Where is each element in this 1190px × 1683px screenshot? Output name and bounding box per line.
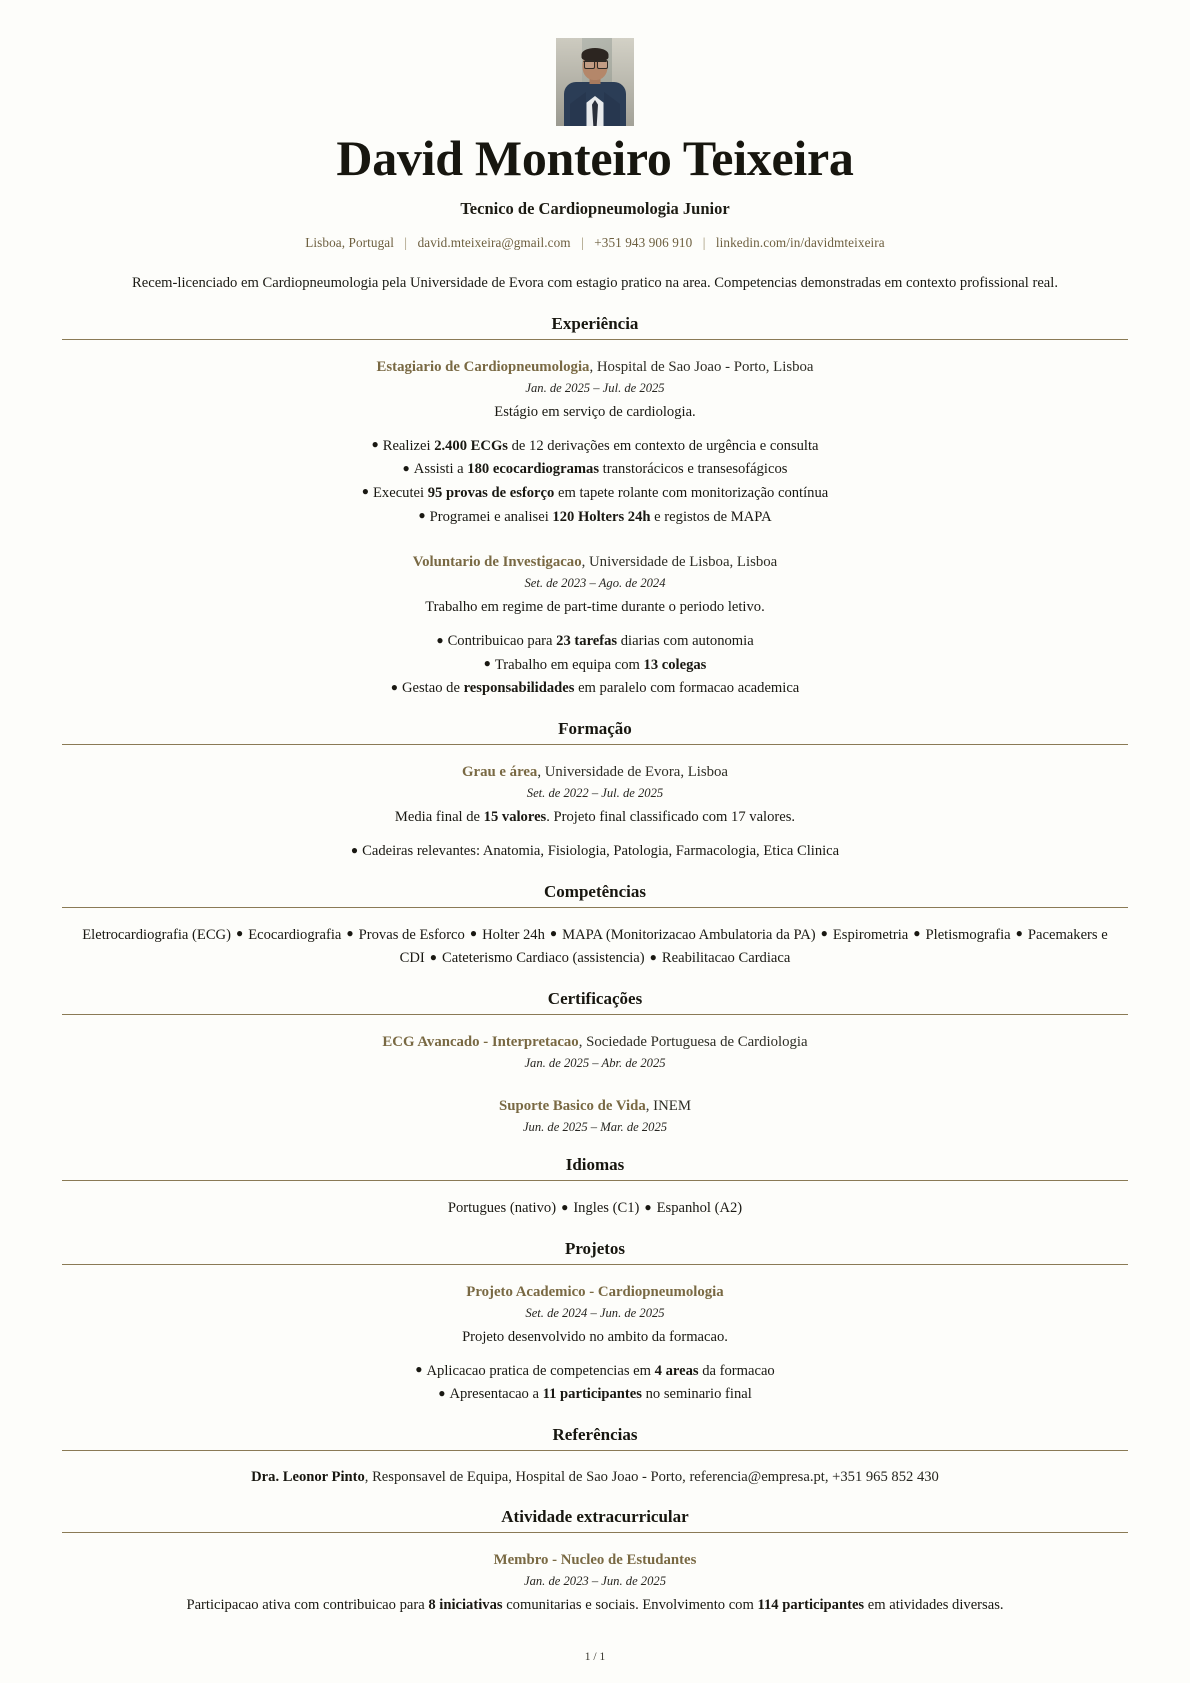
bullet-item [62,630,1128,654]
bullet-dot-icon: ● [415,1362,423,1377]
bullet-bold: 11 participantes [542,1386,642,1403]
desc-pre: Participacao ativa com contribuicao para [186,1596,429,1613]
bullet-pre: Cadeiras relevantes: Anatomia, Fisiologia, Patologia, Farmacologia, Etica Clinica [362,843,840,860]
bullet-item [62,458,1128,482]
bullet-post: de 12 derivações em contexto de urgência e consulta [507,437,819,454]
entry-heading [62,761,1128,783]
bullet-dot-icon: ● [483,656,491,671]
bullet-pre: Executei [373,484,428,501]
section-title-projects: Projetos [564,1238,626,1258]
separator-dot-icon: ● [820,926,828,941]
entry-org: , Hospital de Sao Joao - Porto, Lisboa [589,358,814,375]
entry-role: Estagiario de Cardiopneumologia [376,358,590,375]
extracurricular-entry [62,1549,1128,1617]
separator-dot-icon: ● [644,1199,652,1214]
certification-name: Suporte Basico de Vida [499,1098,646,1115]
entry-org: , Universidade de Lisboa, Lisboa [581,554,778,571]
section-divider [62,1450,1128,1451]
skill-item: Cateterismo Cardiaco (assistencia) [442,950,645,967]
desc-pre: Media final de [394,809,484,826]
separator-dot-icon: ● [469,926,478,941]
bullet-pre: Contribuicao para [447,633,557,650]
education-entry [62,761,1128,864]
desc-mid: comunitarias e sociais. Envolvimento com [502,1596,758,1613]
entry-heading [62,1031,1128,1053]
entry-dates: Jan. de 2025 – Abr. de 2025 [524,1056,666,1071]
page-footer: 1 / 1 [584,1650,606,1663]
bullet-post: da formacao [698,1362,775,1379]
contact-linkedin[interactable]: linkedin.com/in/davidmteixeira [715,234,885,250]
certification-issuer: , INEM [645,1098,691,1115]
bullet-item [62,482,1128,506]
entry-description [62,1595,1128,1617]
separator-dot-icon: ● [429,949,438,964]
section-title-extracurricular: Atividade extracurricular [501,1506,689,1526]
bullet-pre: Gestao de [401,680,464,697]
entry-bullets [62,435,1128,530]
bullet-bold: 120 Holters 24h [552,508,651,525]
activity-name: Membro - Nucleo de Estudantes [493,1551,697,1568]
section-certifications [62,989,1128,1137]
project-entry [62,1281,1128,1407]
bullet-pre: Aplicacao pratica de competencias em [426,1362,655,1379]
bullet-pre: Programei e analisei [429,508,553,525]
bullet-post: e registos de MAPA [650,508,772,525]
contact-phone[interactable]: +351 943 906 910 [594,234,693,250]
language-item: Portugues (nativo) [447,1200,557,1217]
photo-container [62,38,1128,126]
candidate-headline: Tecnico de Cardiopneumologia Junior [460,198,730,218]
desc-bold-2: 114 participantes [757,1596,865,1613]
section-title-languages: Idiomas [565,1155,625,1175]
section-divider [62,907,1128,908]
experience-entry [62,551,1128,701]
bullet-dot-icon: ● [438,1385,446,1400]
entry-bullets [62,630,1128,701]
bullet-post: transtorácicos e transesofágicos [599,461,788,478]
separator-dot-icon: ● [649,949,657,964]
project-name: Projeto Academico - Cardiopneumologia [466,1283,724,1300]
entry-dates: Jun. de 2025 – Mar. de 2025 [522,1120,668,1135]
bullet-dot-icon: ● [361,484,369,499]
bullet-pre: Realizei [382,437,435,454]
bullet-bold: 2.400 ECGs [434,437,508,454]
skill-item: Pletismografia [925,926,1011,943]
bullet-item [62,677,1128,701]
bullet-post: em tapete rolante com monitorização contínua [554,484,829,501]
bullet-bold: 23 tarefas [556,633,618,650]
section-skills [62,882,1128,971]
reference-line [62,1467,1128,1489]
contact-separator: | [404,234,408,250]
reference-detail: , Responsavel de Equipa, Hospital de Sao Joao - Porto, referencia@empresa.pt, +351 965 852 430 [364,1469,939,1486]
contact-separator: | [581,234,584,250]
contact-line [62,235,1128,251]
bullet-dot-icon: ● [436,632,444,647]
desc-post: . Projeto final classificado com 17 valores. [546,809,796,826]
certification-issuer: , Sociedade Portuguesa de Cardiologia [578,1033,808,1050]
section-extracurricular [62,1507,1128,1617]
separator-dot-icon: ● [235,926,244,941]
entry-bullets [62,1360,1128,1407]
bullet-bold: 4 areas [654,1362,699,1379]
language-item: Espanhol (A2) [656,1200,743,1217]
bullet-item [62,1383,1128,1407]
contact-email[interactable]: david.mteixeira@gmail.com [417,234,571,250]
entry-dates: Set. de 2023 – Ago. de 2024 [524,576,666,591]
bullet-item [62,1360,1128,1384]
section-divider [62,1180,1128,1181]
bullet-dot-icon: ● [350,842,359,857]
bullet-bold: responsabilidades [463,680,575,697]
bullet-dot-icon: ● [418,508,426,523]
entry-description [62,807,1128,829]
section-title-skills: Competências [544,881,646,901]
skill-item: Provas de Esforco [358,926,465,943]
entry-heading [62,1095,1128,1117]
candidate-name: David Monteiro Teixeira [336,130,854,186]
section-title-education: Formação [558,719,632,739]
skill-item: Eletrocardiografia (ECG) [82,926,231,943]
skill-item: Ecocardiografia [248,926,342,943]
skill-item: Espirometria [832,926,909,943]
bullet-item [62,435,1128,459]
desc-post: em atividades diversas. [864,1596,1004,1613]
language-item: Ingles (C1) [573,1200,640,1217]
reference-name: Dra. Leonor Pinto [251,1469,365,1486]
entry-description: Trabalho em regime de part-time durante o periodo letivo. [425,599,765,616]
separator-dot-icon: ● [1015,926,1023,941]
certification-entry [62,1095,1128,1137]
bullet-pre: Apresentacao a [449,1386,543,1403]
skill-item: Reabilitacao Cardiaca [661,950,791,967]
portrait-photo [556,38,634,126]
desc-bold-1: 8 iniciativas [428,1596,503,1613]
section-divider [62,1264,1128,1265]
entry-dates: Set. de 2022 – Jul. de 2025 [526,786,664,801]
bullet-post: em paralelo com formacao academica [574,680,800,697]
separator-dot-icon: ● [346,926,354,941]
skill-item: Pacemakers e CDI [399,926,1108,967]
entry-role: Voluntario de Investigacao [412,554,582,571]
entry-institution: , Universidade de Evora, Lisboa [537,764,728,781]
section-divider [62,339,1128,340]
entry-description: Projeto desenvolvido no ambito da formacao. [462,1328,728,1345]
entry-heading [62,356,1128,378]
section-title-certifications: Certificações [547,988,643,1008]
entry-heading [62,551,1128,573]
bullet-post: no seminario final [641,1386,752,1403]
skills-list [62,924,1128,971]
section-references [62,1425,1128,1489]
section-education [62,719,1128,864]
entry-heading [62,1549,1128,1571]
bullet-item [62,654,1128,678]
bullet-item [62,506,1128,530]
skill-item: MAPA (Monitorizacao Ambulatoria da PA) [562,926,816,943]
bullet-item [62,840,1128,864]
separator-dot-icon: ● [913,926,921,941]
bullet-bold: 13 colegas [643,656,707,673]
section-experience [62,314,1128,701]
bullet-dot-icon: ● [390,679,398,694]
languages-list [62,1197,1128,1221]
entry-bullets [62,840,1128,864]
section-title-references: Referências [552,1425,638,1445]
entry-dates: Jan. de 2025 – Jul. de 2025 [525,380,665,395]
entry-degree: Grau e área [462,764,538,781]
section-divider [62,1014,1128,1015]
entry-description: Estágio em serviço de cardiologia. [494,403,696,420]
skill-item: Holter 24h [482,926,545,943]
contact-separator: | [702,234,706,250]
certification-name: ECG Avancado - Interpretacao [382,1033,579,1050]
entry-dates: Jan. de 2023 – Jun. de 2025 [524,1574,666,1589]
separator-dot-icon: ● [561,1199,569,1214]
entry-dates: Set. de 2024 – Jun. de 2025 [525,1305,665,1320]
bullet-dot-icon: ● [402,460,410,475]
section-divider [62,744,1128,745]
professional-summary: Recem-licenciado em Cardiopneumologia pela Universidade de Evora com estagio pratico na area. Competencias demonstradas em contexto profissional real. [132,274,1058,291]
bullet-pre: Assisti a [413,461,468,478]
entry-heading [62,1281,1128,1303]
bullet-pre: Trabalho em equipa com [494,656,644,673]
bullet-bold: 180 ecocardiogramas [467,461,600,478]
bullet-dot-icon: ● [371,437,379,452]
section-projects [62,1239,1128,1407]
section-divider [62,1532,1128,1533]
experience-entry [62,356,1128,530]
desc-bold: 15 valores [483,809,547,826]
bullet-post: diarias com autonomia [617,633,754,650]
separator-dot-icon: ● [549,926,558,941]
bullet-bold: 95 provas de esforço [427,484,555,501]
section-languages [62,1155,1128,1221]
section-title-experience: Experiência [551,313,639,333]
certification-entry [62,1031,1128,1073]
contact-location: Lisboa, Portugal [305,234,395,250]
